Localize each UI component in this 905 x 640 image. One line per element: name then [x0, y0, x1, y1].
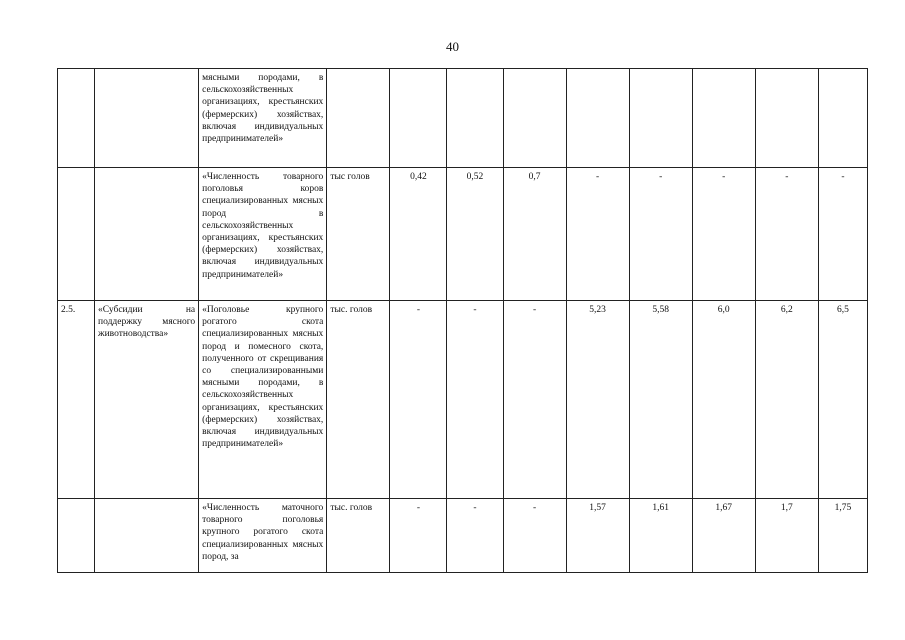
measure-name [95, 168, 199, 301]
indicators-table [57, 68, 868, 573]
unit-cell: тыс голов [327, 168, 390, 301]
table-row [58, 301, 868, 499]
table-row [58, 499, 868, 573]
value-cell: - [447, 499, 503, 573]
row-index [58, 69, 95, 168]
value-cell [503, 69, 566, 168]
row-index [58, 168, 95, 301]
value-cell: - [503, 301, 566, 499]
page-number: 40 [446, 39, 459, 54]
indicator-description: мясными породами, в сельскохозяйственных организациях, крестьянских (фермерских) хозяйствах, включая индивидуальных предпринимателей» [199, 69, 327, 168]
measure-name [95, 499, 199, 573]
value-cell: 1,57 [566, 499, 629, 573]
indicator-description: «Численность товарного поголовья коров специализированных мясных пород в сельскохозяйственных организациях, крестьянских (фермерских) хозяйствах, включая индивидуальных предпринимателей» [199, 168, 327, 301]
value-cell: 0,42 [390, 168, 447, 301]
value-cell: 1,75 [818, 499, 867, 573]
value-cell: 6,5 [818, 301, 867, 499]
unit-cell [327, 69, 390, 168]
indicator-description: «Численность маточного товарного поголовья крупного рогатого скота специализированных мясных пород, за [199, 499, 327, 573]
value-cell: - [390, 301, 447, 499]
value-cell: - [503, 499, 566, 573]
measure-name: «Субсидии на поддержку мясного животноводства» [95, 301, 199, 499]
value-cell: 1,67 [692, 499, 755, 573]
value-cell: - [692, 168, 755, 301]
indicator-description: «Поголовье крупного рогатого скота специализированных мясных пород и помесного скота, полученного от скрещивания со специализированными мясными породами, в сельскохозяйственных организациях, крестьянских (фермерских) хозяйствах, включая индивидуальных предпринимателей» [199, 301, 327, 499]
table-body [58, 69, 868, 573]
unit-cell: тыс. голов [327, 499, 390, 573]
measure-name [95, 69, 199, 168]
row-index: 2.5. [58, 301, 95, 499]
value-cell: 0,52 [447, 168, 503, 301]
value-cell [755, 69, 818, 168]
value-cell: 5,58 [629, 301, 692, 499]
value-cell: 5,23 [566, 301, 629, 499]
value-cell [692, 69, 755, 168]
value-cell: - [755, 168, 818, 301]
value-cell: 6,0 [692, 301, 755, 499]
value-cell: - [447, 301, 503, 499]
value-cell: - [818, 168, 867, 301]
value-cell [629, 69, 692, 168]
table-row [58, 69, 868, 168]
value-cell: - [566, 168, 629, 301]
row-index [58, 499, 95, 573]
value-cell: 1,61 [629, 499, 692, 573]
value-cell [566, 69, 629, 168]
value-cell: - [629, 168, 692, 301]
unit-cell: тыс. голов [327, 301, 390, 499]
value-cell [390, 69, 447, 168]
value-cell [447, 69, 503, 168]
value-cell: 0,7 [503, 168, 566, 301]
value-cell: - [390, 499, 447, 573]
value-cell: 6,2 [755, 301, 818, 499]
table-row [58, 168, 868, 301]
value-cell [818, 69, 867, 168]
value-cell: 1,7 [755, 499, 818, 573]
